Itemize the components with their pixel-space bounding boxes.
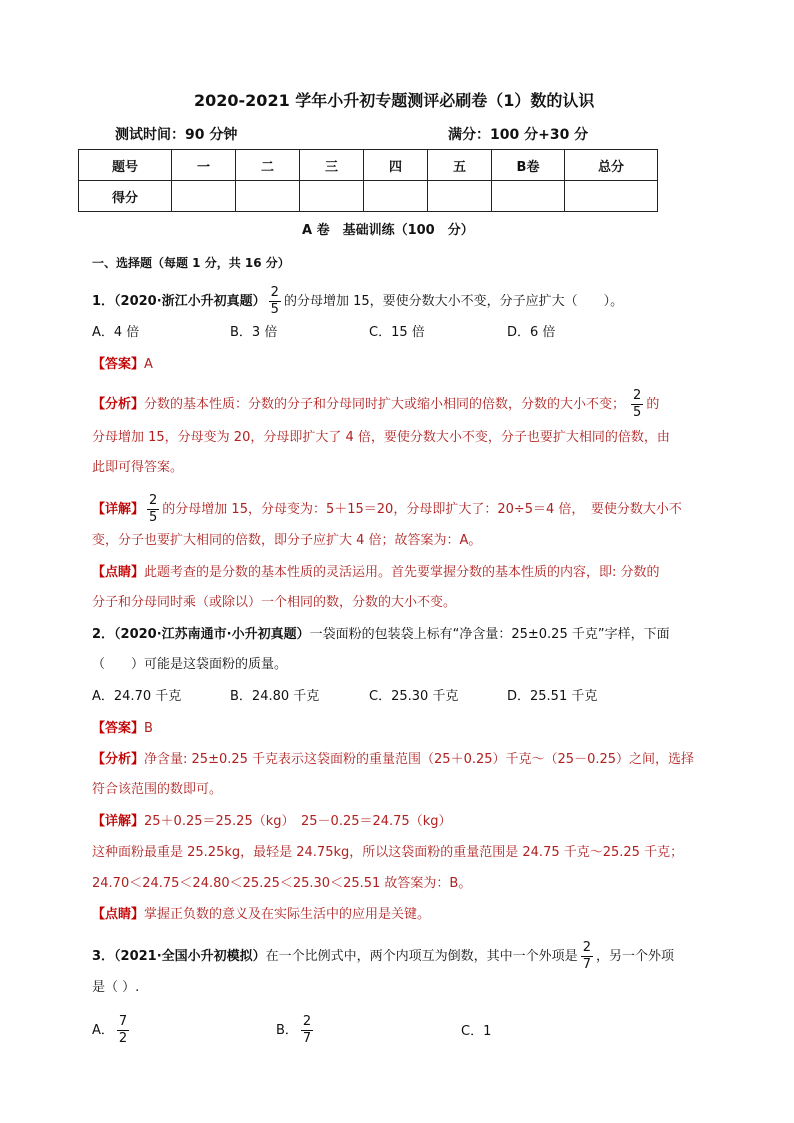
score-cell	[172, 181, 236, 212]
question-text: 一袋面粉的包装袋上标有“净含量：25±0.25 千克”字样，下面	[309, 627, 670, 642]
point-line-1	[92, 563, 660, 583]
fraction	[269, 286, 281, 317]
question-number: 3．	[92, 949, 115, 964]
header-cell: 总分	[565, 150, 658, 181]
detail-line-3: 24.70＜24.75＜24.80＜25.25＜25.30＜25.51 故答案为：B。	[92, 876, 472, 891]
question-source: （2020·江苏南通市·小升初真题）	[114, 627, 310, 642]
option-a: A．24.70 千克	[92, 689, 182, 704]
analysis-text: 分数的基本性质：分数的分子和分母同时扩大或缩小相同的倍数，分数的大小不变；	[144, 397, 626, 412]
test-time: 测试时间：90 分钟	[115, 127, 238, 143]
fraction-denominator: 5	[149, 510, 158, 525]
fraction-numerator: 2	[633, 388, 642, 403]
score-cell	[492, 181, 565, 212]
fraction-denominator: 7	[582, 957, 591, 972]
answer-line	[92, 719, 153, 739]
fraction	[631, 389, 643, 420]
question-number: 2．	[92, 627, 115, 642]
question-2	[92, 625, 670, 645]
question-2-line-2: （ ）可能是这袋面粉的质量。	[92, 657, 288, 672]
answer-line	[92, 355, 153, 375]
fraction-denominator: 5	[270, 302, 279, 317]
fraction	[301, 1015, 313, 1046]
question-1	[92, 286, 623, 317]
score-table	[78, 149, 658, 212]
question-3-line-2: 是（ ）.	[92, 980, 140, 995]
fraction-denominator: 5	[633, 405, 642, 420]
option-d: D．6 倍	[507, 325, 556, 340]
question-source: （2020·浙江小升初真题）	[114, 294, 266, 309]
option-b: B．3 倍	[230, 325, 278, 340]
fraction	[117, 1015, 129, 1046]
answer-value: B	[144, 721, 153, 736]
fraction	[581, 941, 593, 972]
option-b: B．24.80 千克	[230, 689, 320, 704]
answer-tag: 【答案】	[92, 357, 145, 372]
answer-tag: 【答案】	[92, 721, 145, 736]
detail-line-1	[92, 812, 451, 832]
option-label: B．	[276, 1023, 298, 1038]
header-cell: 四	[364, 150, 428, 181]
score-cell	[236, 181, 300, 212]
fraction-numerator: 2	[270, 285, 279, 300]
analysis-text: 净含量: 25±0.25 千克表示这袋面粉的重量范围（25＋0.25）千克～（25－0.25）之间，选择	[144, 752, 695, 767]
question-text: 的分母增加 15，要使分数大小不变，分子应扩大（ ）。	[283, 294, 624, 309]
option-label: A．	[92, 1023, 114, 1038]
score-cell	[565, 181, 658, 212]
score-cell	[364, 181, 428, 212]
header-cell: 一	[172, 150, 236, 181]
fraction	[147, 494, 159, 525]
point-tag: 【点睛】	[92, 907, 145, 922]
option-b	[276, 1015, 316, 1046]
detail-text: 的分母增加 15，分母变为：5＋15＝20，分母即扩大了：20÷5＝4 倍， 要使分数大小不	[162, 502, 682, 517]
page-title: 2020-2021 学年小升初专题测评必刷卷（1）数的认识	[194, 91, 595, 110]
score-cell	[428, 181, 492, 212]
analysis-line-1	[92, 389, 659, 420]
question-text: 在一个比例式中，两个内项互为倒数，其中一个外项是	[265, 949, 578, 964]
detail-tag: 【详解】	[92, 502, 145, 517]
option-a	[92, 1015, 132, 1046]
score-row-label: 得分	[79, 181, 172, 212]
score-table-score-row	[79, 181, 658, 212]
fraction-numerator: 2	[582, 940, 591, 955]
section-a-heading: A 卷 基础训练（100 分）	[302, 223, 474, 238]
detail-tag: 【详解】	[92, 814, 145, 829]
analysis-tag: 【分析】	[92, 752, 145, 767]
detail-line-2: 这种面粉最重是 25.25kg，最轻是 24.75kg，所以这袋面粉的重量范围是 24.75 千克～25.25 千克；	[92, 845, 684, 860]
point-text: 此题考查的是分数的基本性质的灵活运用。首先要掌握分数的基本性质的内容，即: 分数的	[144, 565, 660, 580]
fraction-numerator: 2	[149, 493, 158, 508]
score-cell	[300, 181, 364, 212]
header-cell: B卷	[492, 150, 565, 181]
option-c: C．15 倍	[369, 325, 425, 340]
analysis-tag: 【分析】	[92, 397, 145, 412]
analysis-line-1	[92, 750, 694, 770]
point-text: 掌握正负数的意义及在实际生活中的应用是关键。	[144, 907, 431, 922]
analysis-line-2: 分母增加 15，分母变为 20，分母即扩大了 4 倍，要使分数大小不变，分子也要扩大相同的倍数，由	[92, 430, 670, 445]
header-cell: 三	[300, 150, 364, 181]
score-table-header-row	[79, 150, 658, 181]
fraction-numerator: 2	[302, 1014, 312, 1029]
detail-text: 25＋0.25＝25.25（kg） 25－0.25＝24.75（kg）	[144, 814, 452, 829]
option-c: C．1	[461, 1024, 492, 1039]
detail-line-1	[92, 494, 682, 525]
fraction-numerator: 7	[118, 1014, 128, 1029]
option-a: A．4 倍	[92, 325, 140, 340]
header-cell: 题号	[79, 150, 172, 181]
answer-value: A	[144, 357, 153, 372]
fraction-denominator: 2	[118, 1031, 128, 1046]
analysis-line-2: 符合该范围的数即可。	[92, 782, 223, 797]
detail-line-2: 变，分子也要扩大相同的倍数，即分子应扩大 4 倍；故答案为：A。	[92, 533, 482, 548]
question-text: ，另一个外项	[595, 949, 674, 964]
option-c: C．25.30 千克	[369, 689, 459, 704]
fraction-denominator: 7	[302, 1031, 312, 1046]
header-cell: 二	[236, 150, 300, 181]
point-line-2: 分子和分母同时乘（或除以）一个相同的数，分数的大小不变。	[92, 595, 457, 610]
header-cell: 五	[428, 150, 492, 181]
part-one-heading: 一、选择题（每题 1 分，共 16 分）	[92, 256, 290, 270]
option-d: D．25.51 千克	[507, 689, 598, 704]
analysis-text: 的	[646, 397, 660, 412]
analysis-line-3: 此即可得答案。	[92, 460, 184, 475]
question-number: 1．	[92, 294, 115, 309]
point-tag: 【点睛】	[92, 565, 145, 580]
full-score: 满分：100 分+30 分	[448, 127, 589, 143]
question-3	[92, 941, 674, 972]
question-source: （2021·全国小升初模拟）	[114, 949, 266, 964]
point-line-1	[92, 905, 430, 925]
